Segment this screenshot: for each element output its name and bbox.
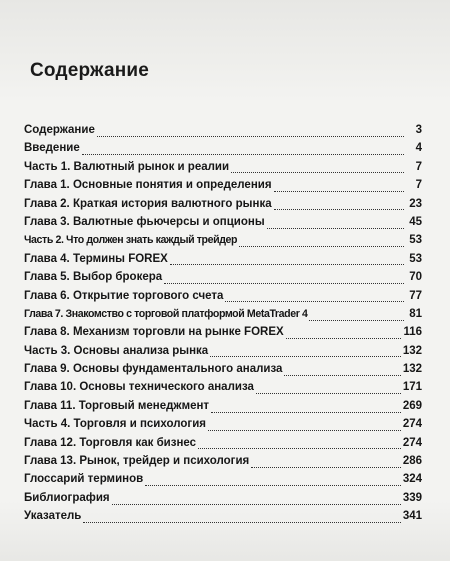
toc-leader-dots xyxy=(82,144,404,155)
toc-leader-dots xyxy=(211,402,401,413)
toc-entry-label: Глава 1. Основные понятия и определения xyxy=(24,179,272,192)
toc-entry-page: 23 xyxy=(409,197,422,210)
toc-entry-page: 53 xyxy=(409,234,422,247)
toc-entry xyxy=(24,250,422,268)
toc-leader-dots xyxy=(164,273,404,284)
toc-entry xyxy=(24,158,422,176)
toc-entry-label: Глава 8. Механизм торговли на рынке FOREX xyxy=(24,326,284,339)
toc-entry-page: 53 xyxy=(409,252,422,265)
toc-entry-page: 274 xyxy=(402,418,422,431)
toc-entry-label: Глава 3. Валютные фьючерсы и опционы xyxy=(24,215,265,228)
toc-entry xyxy=(24,507,422,525)
toc-entry xyxy=(24,397,422,415)
toc-leader-dots xyxy=(83,512,400,523)
toc-entry-label: Часть 4. Торговля и психология xyxy=(24,418,206,431)
toc-entry xyxy=(24,378,422,396)
toc-entry-page: 132 xyxy=(402,363,422,376)
toc-entry-label: Глава 12. Торговля как бизнес xyxy=(24,436,197,449)
toc-leader-dots xyxy=(274,199,404,210)
toc-entry xyxy=(24,213,422,231)
toc-entry xyxy=(24,287,422,305)
toc-entry-page: 116 xyxy=(403,326,422,339)
toc-entry-page: 3 xyxy=(415,124,422,136)
toc-leader-dots xyxy=(145,475,401,486)
toc-entry xyxy=(24,434,422,452)
toc-leader-dots xyxy=(251,457,401,468)
toc-leader-dots xyxy=(274,181,404,192)
toc-entry-label: Глава 6. Открытие торгового счета xyxy=(24,289,224,302)
toc-leader-dots xyxy=(286,328,402,339)
toc-leader-dots xyxy=(267,218,404,229)
toc-entry-label: Глоссарий терминов xyxy=(24,473,144,486)
toc-entry-label: Глава 5. Выбор брокера xyxy=(24,271,163,284)
toc-entry-label: Введение xyxy=(24,142,80,155)
toc-entry xyxy=(24,121,422,139)
toc-entry-label: Глава 11. Торговый менеджмент xyxy=(24,399,210,412)
page-title: Содержание xyxy=(30,60,150,81)
toc-entry-label: Часть 2. Что должен знать каждый трейдер xyxy=(24,234,238,247)
toc-entry-label: Глава 2. Краткая история валютного рынка xyxy=(24,197,272,210)
toc-entry-label: Содержание xyxy=(24,124,95,136)
toc-entry-page: 171 xyxy=(402,381,422,394)
toc-entry-page: 269 xyxy=(402,399,422,412)
toc-entry-label: Глава 13. Рынок, трейдер и психология xyxy=(24,455,250,468)
toc-entry-page: 4 xyxy=(415,142,422,155)
toc-entry xyxy=(24,323,422,341)
toc-entry-label: Часть 1. Валютный рынок и реалии xyxy=(24,160,230,173)
toc-entry xyxy=(24,470,422,488)
toc-entry-label: Часть 3. Основы анализа рынка xyxy=(24,344,209,357)
toc-entry xyxy=(24,268,422,286)
toc-entry xyxy=(24,452,422,470)
toc-entry xyxy=(24,360,422,378)
toc-entry xyxy=(24,195,422,213)
toc-entry xyxy=(24,231,422,249)
toc-entry-page: 339 xyxy=(402,491,422,504)
show-through-top xyxy=(0,0,450,100)
toc-leader-dots xyxy=(256,383,401,394)
toc-entry-page: 286 xyxy=(402,455,422,468)
toc-leader-dots xyxy=(309,310,404,321)
toc-entry-label: Глава 7. Знакомство с торговой платформой MetaTrader 4 xyxy=(24,307,308,320)
toc-leader-dots xyxy=(112,494,401,505)
toc-entry xyxy=(24,139,422,157)
toc-leader-dots xyxy=(284,365,400,376)
toc-entry xyxy=(24,489,422,507)
toc-entry-page: 132 xyxy=(402,344,422,357)
toc-entry-label: Указатель xyxy=(24,510,82,523)
toc-entry-label: Глава 9. Основы фундаментального анализа xyxy=(24,363,283,376)
toc-leader-dots xyxy=(97,126,404,137)
toc-entry-page: 324 xyxy=(402,473,422,486)
toc-leader-dots xyxy=(225,291,404,302)
toc-entry-page: 7 xyxy=(415,179,422,192)
toc-entry-page: 45 xyxy=(409,215,422,228)
toc-entry-page: 70 xyxy=(409,271,422,284)
toc-leader-dots xyxy=(198,438,401,449)
toc-entry-page: 81 xyxy=(409,307,422,320)
toc-entry-label: Глава 10. Основы технического анализа xyxy=(24,381,254,394)
toc-entry-page: 274 xyxy=(402,436,422,449)
toc-leader-dots xyxy=(170,254,404,265)
toc-leader-dots xyxy=(239,236,404,247)
toc-entry xyxy=(24,305,422,323)
toc-entry xyxy=(24,176,422,194)
toc-entry-page: 341 xyxy=(402,510,422,523)
toc-leader-dots xyxy=(231,162,404,173)
table-of-contents xyxy=(24,121,422,526)
toc-entry-label: Глава 4. Термины FOREX xyxy=(24,252,168,265)
toc-leader-dots xyxy=(210,346,401,357)
toc-entry xyxy=(24,415,422,433)
toc-entry-label: Библиография xyxy=(24,491,110,504)
toc-entry-page: 77 xyxy=(409,289,422,302)
toc-leader-dots xyxy=(208,420,401,431)
toc-entry-page: 7 xyxy=(415,160,422,173)
toc-entry xyxy=(24,342,422,360)
